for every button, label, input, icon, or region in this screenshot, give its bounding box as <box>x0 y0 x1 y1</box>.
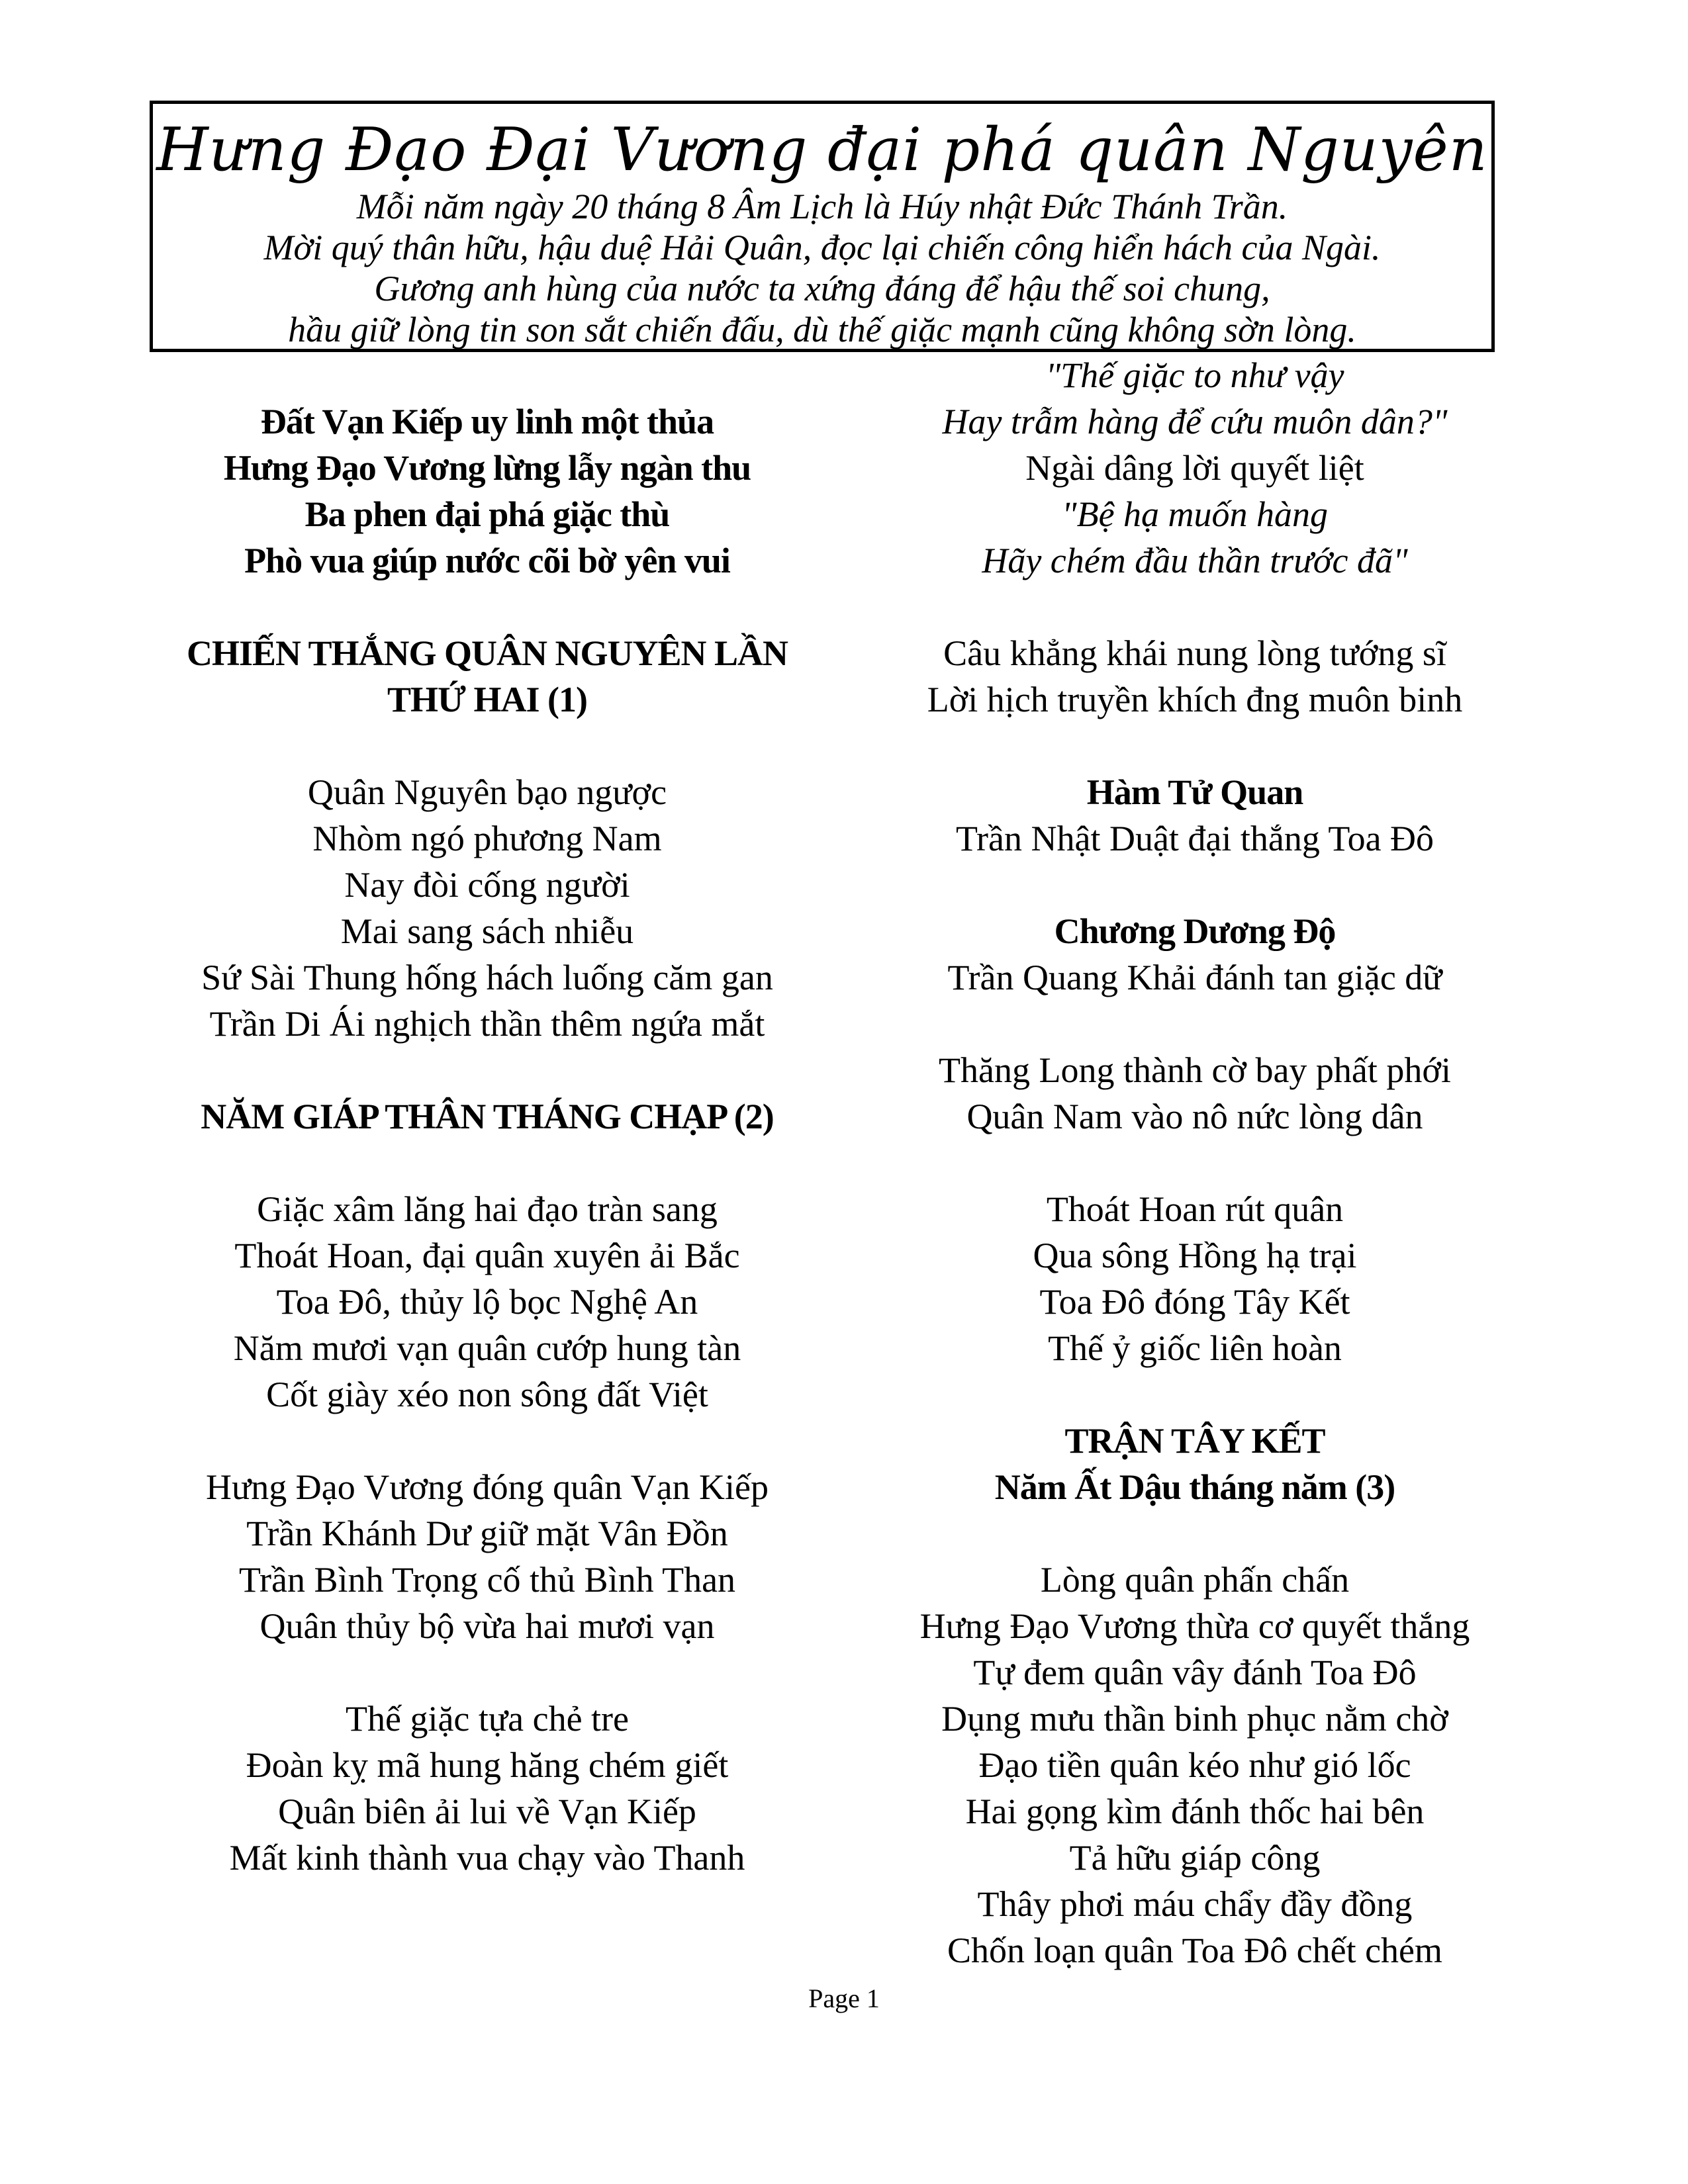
heading-line: Năm Ất Dậu tháng năm (3) <box>994 1467 1395 1507</box>
verse-line: Trần Quang Khải đánh tan giặc dữ <box>947 958 1442 997</box>
verse-line: Trần Bình Trọng cố thủ Bình Than <box>238 1560 736 1600</box>
prologue-stanza <box>150 398 825 584</box>
verse-line: Đoàn kỵ mã hung hăng chém giết <box>246 1745 729 1785</box>
place-heading: Chương Dương Độ <box>1054 911 1336 951</box>
verse-line: Thế giặc tựa chẻ tre <box>345 1699 630 1739</box>
verse-line: Đất Vạn Kiếp uy linh một thủa <box>260 402 714 441</box>
stanza <box>150 1696 825 1881</box>
verse-line: Quân thủy bộ vừa hai mươi vạn <box>259 1606 715 1646</box>
verse-line: Cốt giày xéo non sông đất Việt <box>266 1375 708 1414</box>
verse-line: Thây phơi máu chẩy đầy đồng <box>977 1884 1413 1924</box>
stanza <box>150 1186 825 1418</box>
stanza <box>854 1047 1536 1140</box>
verse-line: Quân biên ải lui về Vạn Kiếp <box>278 1792 696 1831</box>
header-box <box>150 101 1495 352</box>
verse-line: Giặc xâm lăng hai đạo tràn sang <box>257 1189 718 1229</box>
stanza <box>150 769 825 1047</box>
spacer <box>150 352 825 398</box>
verse-line: Thế ỷ giốc liên hoàn <box>1048 1328 1342 1368</box>
spacer <box>854 1140 1536 1186</box>
spacer <box>150 1418 825 1464</box>
verse-line: Câu khẳng khái nung lòng tướng sĩ <box>943 633 1446 673</box>
verse-line: Hãy chém đầu thần trước đã" <box>982 541 1408 580</box>
verse-line: Hai gọng kìm đánh thốc hai bên <box>965 1792 1425 1831</box>
section-heading: NĂM GIÁP THÂN THÁNG CHẠP (2) <box>201 1097 774 1136</box>
verse-line: Nay đòi cống người <box>344 865 630 905</box>
verse-line: "Thế giặc to như vậy <box>1045 355 1344 395</box>
heading-line: TRẬN TÂY KẾT <box>1064 1421 1325 1461</box>
spacer <box>150 1140 825 1186</box>
verse-line: "Bệ hạ muốn hàng <box>1061 494 1329 534</box>
spacer <box>854 1001 1536 1047</box>
verse-line: Hưng Đạo Vương thừa cơ quyết thắng <box>919 1606 1470 1646</box>
verse-line: Tả hữu giáp công <box>1069 1838 1321 1878</box>
verse-line: Thoát Hoan, đại quân xuyên ải Bắc <box>234 1236 740 1275</box>
verse-line: Lời hịch truyền khích đng muôn binh <box>927 680 1463 719</box>
right-column <box>854 352 1536 1974</box>
intro-line: Gương anh hùng của nước ta xứng đáng để hậu thế soi chung, <box>374 269 1270 308</box>
verse-line: Hay trẫm hàng để cứu muôn dân?" <box>942 402 1448 441</box>
verse-line: Mất kinh thành vua chạy vào Thanh <box>229 1838 745 1878</box>
verse-line: Ngài dâng lời quyết liệt <box>1025 448 1364 488</box>
page-title: Hưng Đạo Đại Vương đại phá quân Nguyên <box>156 115 1488 185</box>
section-heading <box>150 630 825 723</box>
verse-line: Toa Đô đóng Tây Kết <box>1039 1282 1350 1322</box>
verse-line: Quân Nam vào nô nức lòng dân <box>966 1097 1423 1136</box>
verse-line: Chốn loạn quân Toa Đô chết chém <box>947 1931 1443 1970</box>
left-column <box>150 352 825 1881</box>
verse-line: Tự đem quân vây đánh Toa Đô <box>973 1653 1417 1692</box>
verse-line: Trần Nhật Duật đại thắng Toa Đô <box>955 819 1434 858</box>
spacer <box>854 723 1536 769</box>
stanza <box>150 1464 825 1649</box>
verse-line: Phò vua giúp nước cõi bờ yên vui <box>244 541 730 580</box>
verse-line: Mai sang sách nhiễu <box>340 911 634 951</box>
spacer <box>150 1649 825 1696</box>
verse-line: Qua sông Hồng hạ trại <box>1033 1236 1357 1275</box>
verse-line: Quân Nguyên bạo ngược <box>307 772 667 812</box>
verse-line: Trần Khánh Dư giữ mặt Vân Đồn <box>246 1514 728 1553</box>
spacer <box>150 584 825 630</box>
verse-line: Hưng Đạo Vương lừng lẫy ngàn thu <box>223 448 751 488</box>
verse-line: Thoát Hoan rút quân <box>1046 1189 1344 1229</box>
verse-line: Trần Di Ái nghịch thần thêm ngứa mắt <box>209 1004 765 1044</box>
section-heading <box>854 1418 1536 1510</box>
verse-line: Đạo tiền quân kéo như gió lốc <box>978 1745 1411 1785</box>
stanza <box>854 630 1536 723</box>
spacer <box>150 723 825 769</box>
spacer <box>150 1047 825 1093</box>
verse-line: Lòng quân phấn chấn <box>1040 1560 1350 1600</box>
verse-line: Toa Đô, thủy lộ bọc Nghệ An <box>276 1282 698 1322</box>
stanza <box>854 1186 1536 1371</box>
intro-line: Mời quý thân hữu, hậu duệ Hải Quân, đọc lại chiến công hiển hách của Ngài. <box>263 228 1381 267</box>
place-heading: Hàm Tử Quan <box>1086 772 1303 812</box>
spacer <box>854 584 1536 630</box>
page-number: Page 1 <box>808 1983 880 2013</box>
verse-line: Ba phen đại phá giặc thù <box>305 494 670 534</box>
intro-line: Mỗi năm ngày 20 tháng 8 Âm Lịch là Húy nhật Đức Thánh Trần. <box>356 187 1288 226</box>
heading-line: CHIẾN THẮNG QUÂN NGUYÊN LẦN <box>186 633 788 673</box>
verse-line: Hưng Đạo Vương đóng quân Vạn Kiếp <box>206 1467 769 1507</box>
verse-line: Thăng Long thành cờ bay phất phới <box>939 1050 1451 1090</box>
quote-stanza <box>854 352 1536 584</box>
verse-line: Sứ Sài Thung hống hách luống căm gan <box>201 958 773 997</box>
intro-text <box>153 186 1491 350</box>
verse-line: Nhòm ngó phương Nam <box>312 819 662 858</box>
spacer <box>854 862 1536 908</box>
heading-line: THỨ HAI (1) <box>387 680 587 719</box>
verse-line: Năm mươi vạn quân cướp hung tàn <box>233 1328 741 1368</box>
spacer <box>854 1371 1536 1418</box>
spacer <box>854 1510 1536 1557</box>
intro-line: hầu giữ lòng tin son sắt chiến đấu, dù thế giặc mạnh cũng không sờn lòng. <box>288 310 1356 349</box>
stanza <box>854 1557 1536 1974</box>
verse-line: Dụng mưu thần binh phục nằm chờ <box>941 1699 1448 1739</box>
